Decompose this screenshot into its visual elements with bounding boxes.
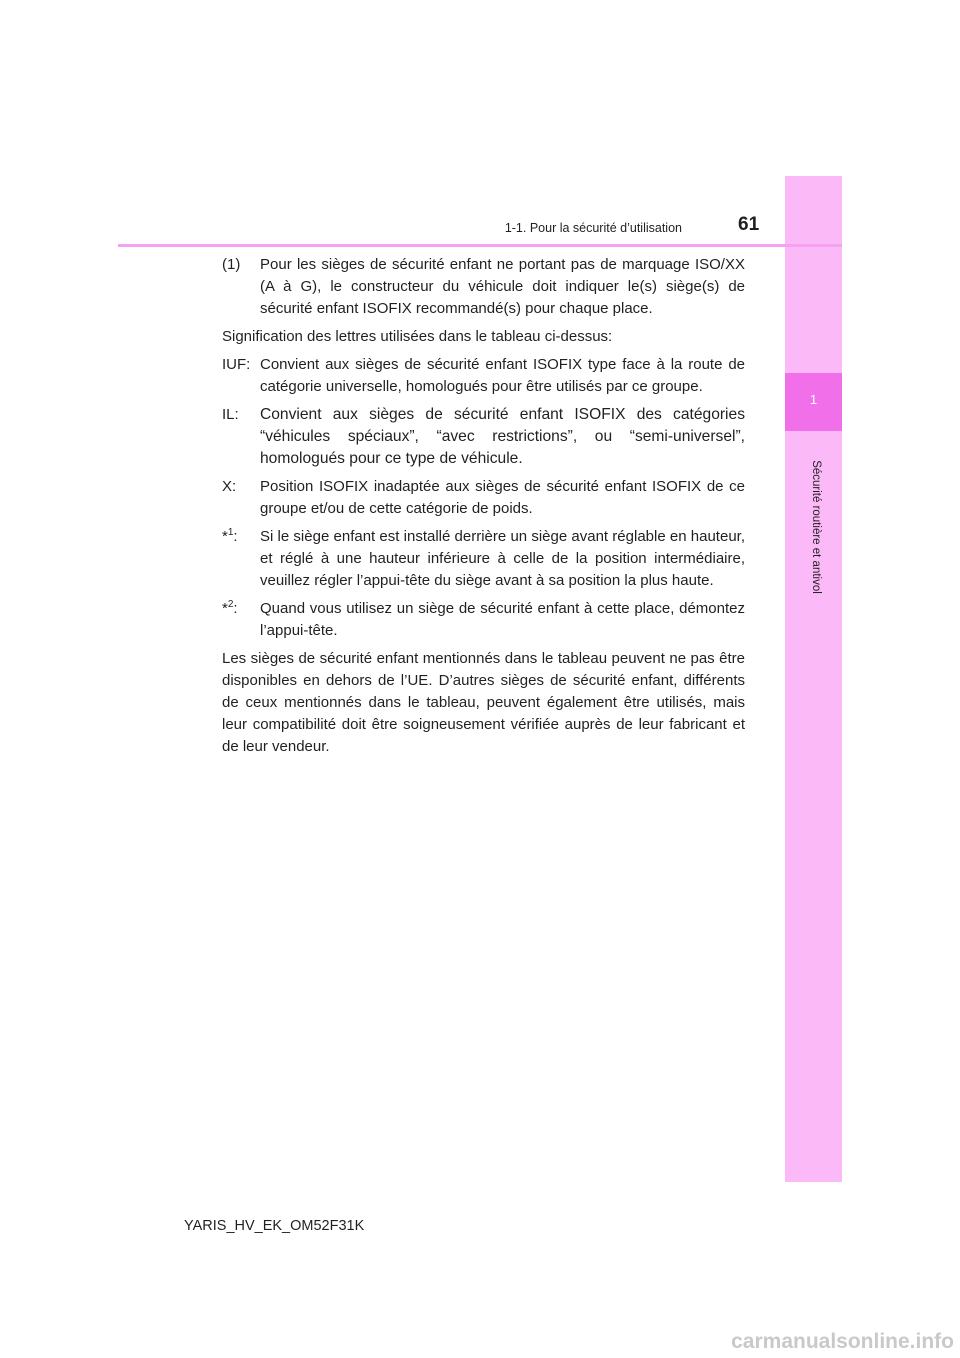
legend-item-label: X: [222,478,237,495]
legend-item-iuf [222,354,745,398]
note-1-label: (1) [222,256,241,273]
page-number: 61 [738,214,760,235]
side-tab [785,176,842,1182]
legend-item-text: Convient aux sièges de sécurité enfant ISOFIX des catégories “véhicules spéciaux”, “avec restrictions”, ou “semi-universel”, homologués pour ce type de véhicule. [260,406,745,467]
legend-item-label: IUF: [222,356,251,373]
footnote-marker: *$^1$: [222,527,238,545]
document-code: YARIS_HV_EK_OM52F31K [184,1218,365,1234]
watermark: carmanualsonline.info [731,1330,954,1353]
legend-item-text: Position ISOFIX inadaptée aux sièges de sécurité enfant ISOFIX de ce groupe et/ou de cette catégorie de poids. [260,478,745,517]
legend-intro: Signification des lettres utilisées dans le tableau ci-dessus: [222,328,613,345]
note-1-text: Pour les sièges de sécurité enfant ne portant pas de marquage ISO/XX (A à G), le constructeur du véhicule doit indiquer le(s) siège(s) de sécurité enfant ISOFIX recommandé(s) pour chaque place. [260,256,745,317]
side-tab-chapter-title: Sécurité routière et antivol [810,460,822,594]
footnote-text: Si le siège enfant est installé derrière un siège avant réglable en hauteur, et réglé à une hauteur inférieure à celle de la position intermédiaire, veuillez régler l’appui-tête du siège avant à sa position la plus haute. [260,528,745,589]
legend-item-text: Convient aux sièges de sécurité enfant ISOFIX type face à la route de catégorie universelle, homologués pour être utilisés par ce groupe. [260,356,745,395]
note-1 [222,254,745,320]
footnote-text: Quand vous utilisez un siège de sécurité enfant à cette place, démontez l’appui-tête. [260,600,745,639]
legend-item-il [222,404,745,470]
footnote-1 [222,526,745,592]
section-title: 1-1. Pour la sécurité d’utilisation [504,221,682,235]
closing-paragraph: Les sièges de sécurité enfant mentionnés dans le tableau peuvent ne pas être disponibles en dehors de l’UE. D’autres sièges de sécurité enfant, différents de ceux mentionnés dans le tableau, peuvent également être utilisés, mais leur compatibilité doit être soigneusement vérifiée auprès de leur fabricant et de leur vendeur. [222,650,745,755]
side-tab-chapter-number: 1 [809,392,818,407]
footnote-2 [222,598,745,642]
header-divider [118,244,842,247]
footnote-marker: *$^2$: [222,599,238,617]
page-content [222,254,745,764]
legend-item-x [222,476,745,520]
legend-item-label: IL: [222,406,239,423]
